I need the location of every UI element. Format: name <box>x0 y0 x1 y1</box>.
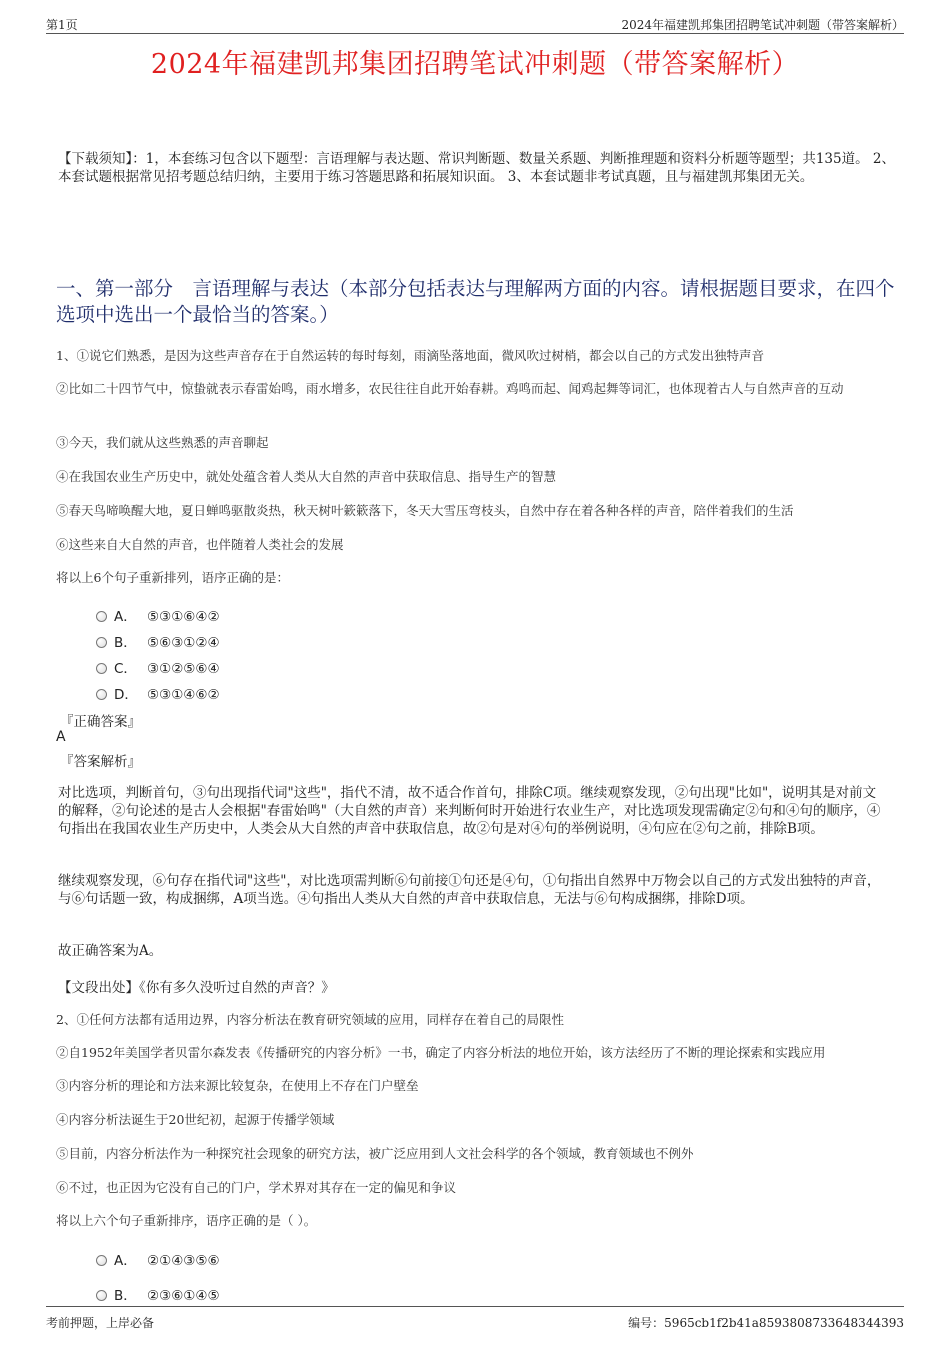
q2-line: ④内容分析法诞生于20世纪初，起源于传播学领域 <box>56 1112 335 1127</box>
q2-line: 2、①任何方法都有适用边界，内容分析法在教育研究领域的应用，同样存在着自己的局限性 <box>56 1012 564 1027</box>
q2-line: ⑤目前，内容分析法作为一种探究社会现象的研究方法，被广泛应用到人文社会科学的各个领域，教育领域也不例外 <box>56 1146 694 1161</box>
explanation-conclusion: 故正确答案为A。 <box>58 943 163 959</box>
download-notice: 【下载须知】：1，本套练习包含以下题型：言语理解与表达题、常识判断题、数量关系题、判断推理题和资料分析题等题型；共135道。 2、本套试题根据常见招考题总结归纳，主要用于练习答题思路和拓展知识面。 3、本套试题非考试真题，且与福建凯邦集团无关。 <box>58 151 895 185</box>
radio-icon[interactable] <box>96 1255 107 1266</box>
explanation-paragraph: 对比选项，判断首句，③句出现指代词"这些"，指代不清，故不适合作首句，排除C项。继续观察发现，②句出现"比如"，说明其是对前文的解释，②句论述的是古人会根据"春雷始鸣"（大自然的声音）来判断何时开始进行农业生产，对比选项发现需确定②句和④句的顺序，④句指出在我国农业生产历史中，人类会从大自然的声音中获取信息，故②句是对④句的举例说明，④句应在②句之前，排除B项。 <box>58 785 881 837</box>
q1-option-c[interactable]: C． ③①②⑤⑥④ <box>96 657 220 677</box>
q1-option-a[interactable]: A． ⑤③①⑥④② <box>96 605 220 625</box>
q1-prompt: 将以上6个句子重新排列，语序正确的是： <box>56 570 289 585</box>
page-header <box>46 0 904 34</box>
page-footer <box>46 1306 904 1330</box>
passage-source: 【文段出处】《你有多久没听过自然的声音？》 <box>58 980 335 996</box>
radio-icon[interactable] <box>96 663 107 674</box>
answer-label: 『正确答案』 <box>60 714 141 730</box>
q2-line: ②自1952年美国学者贝雷尔森发表《传播研究的内容分析》一书，确定了内容分析法的地位开始，该方法经历了不断的理论探索和实践应用 <box>56 1045 826 1060</box>
radio-icon[interactable] <box>96 689 107 700</box>
explanation-label: 『答案解析』 <box>60 754 141 770</box>
q2-option-a[interactable]: A． ②①④③⑤⑥ <box>96 1249 220 1269</box>
radio-icon[interactable] <box>96 637 107 648</box>
q1-line: ⑥这些来自大自然的声音，也伴随着人类社会的发展 <box>56 537 344 552</box>
q2-line: ⑥不过，也正因为它没有自己的门户，学术界对其存在一定的偏见和争议 <box>56 1180 457 1195</box>
q1-option-d[interactable]: D． ⑤③①④⑥② <box>96 683 220 703</box>
section-heading: 一、第一部分 言语理解与表达（本部分包括表达与理解两方面的内容。请根据题目要求，在四个选项中选出一个最恰当的答案。） <box>56 277 895 326</box>
page-number: 第1页 <box>46 18 78 32</box>
radio-icon[interactable] <box>96 611 107 622</box>
explanation-paragraph: 继续观察发现，⑥句存在指代词"这些"，对比选项需判断⑥句前接①句还是④句，①句指出自然界中万物会以自己的方式发出独特的声音，与⑥句话题一致，构成捆绑，A项当选。④句指出人类从大自然的声音中获取信息，无法与⑥句构成捆绑，排除D项。 <box>58 873 881 907</box>
q1-line: ③今天，我们就从这些熟悉的声音聊起 <box>56 435 269 450</box>
header-doc-title: 2024年福建凯邦集团招聘笔试冲刺题（带答案解析） <box>621 18 904 32</box>
radio-icon[interactable] <box>96 1290 107 1301</box>
q2-option-b[interactable]: B． ②③⑥①④⑤ <box>96 1284 220 1304</box>
q2-prompt: 将以上六个句子重新排序，语序正确的是（ ）。 <box>56 1213 317 1228</box>
document-title: 2024年福建凯邦集团招聘笔试冲刺题（带答案解析） <box>150 49 800 80</box>
q2-line: ③内容分析的理论和方法来源比较复杂，在使用上不存在门户壁垒 <box>56 1078 419 1093</box>
q1-line: ④在我国农业生产历史中，就处处蕴含着人类从大自然的声音中获取信息、指导生产的智慧 <box>56 469 557 484</box>
q1-line: ⑤春天鸟啼唤醒大地，夏日蝉鸣驱散炎热，秋天树叶簌簌落下，冬天大雪压弯枝头，自然中存在着各种各样的声音，陪伴着我们的生活 <box>56 503 794 518</box>
footer-slogan: 考前押题，上岸必备 <box>46 1316 155 1330</box>
footer-id: 编号：5965cb1f2b41a8593808733648344393 <box>628 1316 904 1330</box>
q1-option-b[interactable]: B． ⑤⑥③①②④ <box>96 631 220 651</box>
q1-line: 1、①说它们熟悉，是因为这些声音存在于自然运转的每时每刻，雨滴坠落地面，微风吹过树梢，都会以自己的方式发出独特声音 <box>56 348 764 363</box>
q1-line: ②比如二十四节气中，惊蛰就表示春雷始鸣，雨水增多，农民往往自此开始春耕。鸡鸣而起、闻鸡起舞等词汇，也体现着古人与自然声音的互动 <box>56 381 844 396</box>
answer-value: A <box>56 729 66 745</box>
